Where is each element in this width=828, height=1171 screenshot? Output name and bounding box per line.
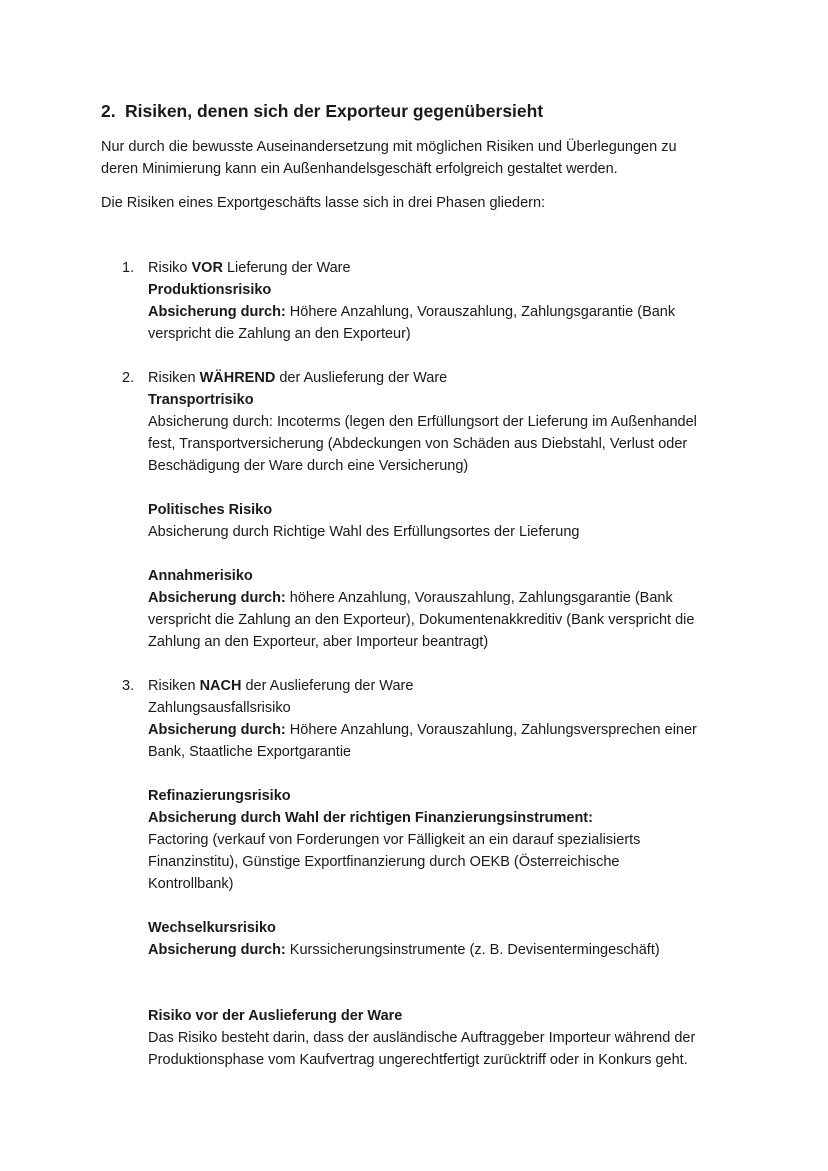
- list-marker: 1.: [122, 260, 135, 276]
- protection-text: Kontrollbank): [148, 876, 234, 892]
- section-number: 2.: [101, 101, 116, 121]
- phase-title: Risiko VOR Lieferung der Ware: [148, 260, 351, 276]
- protection-text: Absicherung durch: Höhere Anzahlung, Vorauszahlung, Zahlungsversprechen einer: [148, 722, 697, 738]
- protection-text: Absicherung durch: Kurssicherungsinstrumente (z. B. Devisentermingeschäft): [148, 942, 660, 958]
- summary-text: Das Risiko besteht darin, dass der ausländische Auftraggeber Importeur während der: [148, 1030, 696, 1046]
- refinancing-risk-block: [148, 785, 748, 895]
- phase-1-block: [148, 257, 748, 345]
- risk-title: Transportrisiko: [148, 392, 254, 408]
- exchange-risk-block: [148, 917, 748, 961]
- intro-paragraph: [101, 136, 741, 180]
- protection-text: Zahlung an den Exporteur, aber Importeur beantragt): [148, 634, 489, 650]
- phase-3-block: [148, 675, 748, 763]
- summary-block: [148, 1005, 748, 1071]
- risk-title: Zahlungsausfallsrisiko: [148, 700, 291, 716]
- risk-title: Politisches Risiko: [148, 502, 273, 518]
- section-heading: [101, 99, 543, 123]
- intro-line: Nur durch die bewusste Auseinandersetzung mit möglichen Risiken und Überlegungen zu: [101, 139, 677, 155]
- protection-text: verspricht die Zahlung an den Exporteur), Dokumentenakkreditiv (Bank verspricht die: [148, 612, 695, 628]
- protection-text: Finanzinstitu), Günstige Exportfinanzierung durch OEKB (Österreichische: [148, 854, 620, 870]
- protection-text: Beschädigung der Ware durch eine Versicherung): [148, 458, 469, 474]
- section-title: Risiken, denen sich der Exporteur gegenübersieht: [125, 101, 544, 121]
- risk-title: Annahmerisiko: [148, 568, 253, 584]
- phase-2-block: [148, 367, 748, 477]
- protection-text: Absicherung durch: Incoterms (legen den Erfüllungsort der Lieferung im Außenhandel: [148, 414, 697, 430]
- risk-title: Produktionsrisiko: [148, 282, 272, 298]
- protection-text: Absicherung durch Richtige Wahl des Erfüllungsortes der Lieferung: [148, 524, 580, 540]
- political-risk-block: [148, 499, 748, 543]
- intro-line: deren Minimierung kann ein Außenhandelsgeschäft erfolgreich gestaltet werden.: [101, 161, 618, 177]
- phases-paragraph: Die Risiken eines Exportgeschäfts lasse sich in drei Phasen gliedern:: [101, 195, 546, 211]
- phase-title: Risiken WÄHREND der Auslieferung der Ware: [148, 370, 448, 386]
- acceptance-risk-block: [148, 565, 748, 653]
- list-marker: 2.: [122, 370, 135, 386]
- list-marker: 3.: [122, 678, 135, 694]
- protection-label: Absicherung durch Wahl der richtigen Finanzierungsinstrument:: [148, 810, 593, 826]
- protection-text: verspricht die Zahlung an den Exporteur): [148, 326, 411, 342]
- phase-title: Risiken NACH der Auslieferung der Ware: [148, 678, 414, 694]
- protection-text: Absicherung durch: Höhere Anzahlung, Vorauszahlung, Zahlungsgarantie (Bank: [148, 304, 676, 320]
- protection-text: Absicherung durch: höhere Anzahlung, Vorauszahlung, Zahlungsgarantie (Bank: [148, 590, 673, 606]
- risk-title: Refinazierungsrisiko: [148, 788, 291, 804]
- protection-text: fest, Transportversicherung (Abdeckungen von Schäden aus Diebstahl, Verlust oder: [148, 436, 688, 452]
- protection-text: Bank, Staatliche Exportgarantie: [148, 744, 352, 760]
- protection-text: Factoring (verkauf von Forderungen vor Fälligkeit an ein darauf spezialisierts: [148, 832, 641, 848]
- summary-text: Produktionsphase vom Kaufvertrag ungerechtfertigt zurücktriff oder in Konkurs geht.: [148, 1052, 688, 1068]
- summary-title: Risiko vor der Auslieferung der Ware: [148, 1008, 403, 1024]
- risk-title: Wechselkursrisiko: [148, 920, 276, 936]
